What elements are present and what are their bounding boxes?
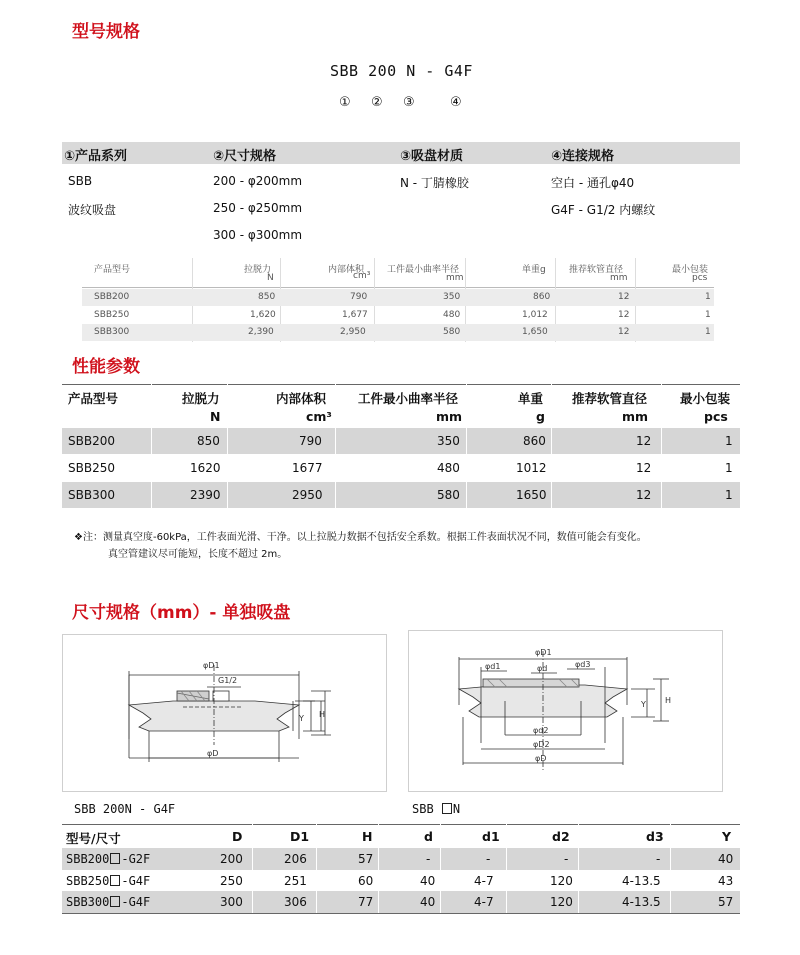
placeholder-box-icon xyxy=(442,803,452,814)
perf-header: 内部体积 xyxy=(276,391,327,406)
mini-header: 最小包装 xyxy=(672,265,709,275)
mini-row: SBB300 2,390 2,950 580 1,650 12 1 xyxy=(82,324,714,341)
label-d1: φd1 xyxy=(485,662,501,671)
mini-header-unit: mm xyxy=(610,273,628,283)
perf-header: 工件最小曲率半径 xyxy=(358,391,459,406)
label-G12: G1/2 xyxy=(218,676,238,685)
connection-item: G4F - G1/2 内螺纹 xyxy=(551,203,656,217)
mini-header: 产品型号 xyxy=(94,265,131,275)
perf-header: 最小包装 xyxy=(680,391,731,406)
label-d3: φd3 xyxy=(575,660,591,669)
mini-header-unit: mm xyxy=(446,273,464,283)
perf-header-unit: g xyxy=(536,409,545,424)
label-d2: φd2 xyxy=(533,726,549,735)
dim-row: SBB250 -G4F 250 251 60 40 4-7 120 4-13.5 43 xyxy=(66,874,734,888)
perf-row: SBB200 850 790 350 860 12 1 xyxy=(62,428,740,454)
note-line-2: 真空管建议尽可能短，长度不超过 2m。 xyxy=(108,549,288,560)
model-marker-3: ③ xyxy=(403,95,415,110)
label-D2: φD2 xyxy=(533,740,550,749)
model-spec-title: 型号规格 xyxy=(72,22,140,42)
connection-item: 空白 - 通孔φ40 xyxy=(551,176,635,190)
mini-header: 拉脱力 xyxy=(244,265,272,275)
label-D1: φD1 xyxy=(203,661,220,670)
diagram-right xyxy=(408,630,723,792)
label-H: H xyxy=(319,710,326,719)
perf-header-unit: mm xyxy=(622,409,649,424)
category-header-size: ②尺寸规格 xyxy=(213,149,277,164)
perf-header: 单重 xyxy=(518,391,544,406)
model-code: SBB 200 N - G4F xyxy=(330,62,473,80)
material-item: N - 丁腈橡胶 xyxy=(400,176,469,190)
perf-header-unit: pcs xyxy=(704,409,728,424)
placeholder-box-icon xyxy=(110,853,120,864)
category-header-series: ①产品系列 xyxy=(64,149,128,164)
mini-header: 单重g xyxy=(522,265,546,275)
label-Y: Y xyxy=(299,714,304,723)
category-header-material: ③吸盘材质 xyxy=(400,149,464,164)
mini-header-unit: cm³ xyxy=(353,271,371,281)
label-D: φD xyxy=(535,754,547,763)
dim-row: SBB200 -G2F 200 206 57 - - - - 40 xyxy=(62,848,740,870)
mini-header-unit: N xyxy=(267,273,274,283)
label-D: φD xyxy=(207,749,219,758)
perf-header-unit: mm xyxy=(436,409,463,424)
placeholder-box-icon xyxy=(110,896,120,907)
model-marker-4: ④ xyxy=(450,95,462,110)
performance-title: 性能参数 xyxy=(72,357,140,377)
mini-header-unit: pcs xyxy=(692,273,708,283)
diagram-left-caption: SBB 200N - G4F xyxy=(74,802,176,816)
perf-header-unit: N xyxy=(210,409,221,424)
category-header-connection: ④连接规格 xyxy=(551,149,615,164)
dim-row: SBB300 -G4F 300 306 77 40 4-7 120 4-13.5 57 xyxy=(62,891,740,913)
mini-row: SBB250 1,620 1,677 480 1,012 12 1 xyxy=(94,310,711,320)
dim-header-row: 型号/尺寸 D D1 H d d1 d2 d3 Y xyxy=(62,824,740,846)
perf-header: 拉脱力 xyxy=(182,391,220,406)
mini-header: 推荐软管直径 xyxy=(569,265,624,275)
mini-spec-table xyxy=(82,258,714,342)
mini-header: 内部体积 xyxy=(328,265,365,275)
perf-row: SBB250 1620 1677 480 1012 12 1 xyxy=(68,461,733,475)
suction-cup-drawing xyxy=(63,635,388,793)
perf-header-unit: cm³ xyxy=(306,409,332,424)
model-marker-1: ① xyxy=(339,95,351,110)
diagram-right-caption: SBB N xyxy=(412,802,461,816)
size-item: 250 - φ250mm xyxy=(213,201,303,215)
model-marker-2: ② xyxy=(371,95,383,110)
mini-header: 工件最小曲率半径 xyxy=(387,265,460,275)
mini-row: SBB200 850 790 350 860 12 1 xyxy=(82,289,714,306)
diagram-left xyxy=(62,634,387,792)
note-line-1: ❖注：测量真空度-60kPa，工件表面光滑、干净。以上拉脱力数据不包括安全系数。根据工件表面状况不同，数值可能会有变化。 xyxy=(74,532,647,543)
perf-header: 产品型号 xyxy=(68,391,119,406)
label-d: φd xyxy=(537,664,548,673)
diamond-icon: ❖ xyxy=(74,532,83,543)
series-item: 波纹吸盘 xyxy=(68,203,117,217)
size-item: 200 - φ200mm xyxy=(213,174,303,188)
label-D1: φD1 xyxy=(535,648,552,657)
series-item: SBB xyxy=(68,174,93,188)
size-item: 300 - φ300mm xyxy=(213,228,303,242)
perf-header: 推荐软管直径 xyxy=(572,391,648,406)
perf-row: SBB300 2390 2950 580 1650 12 1 xyxy=(62,482,740,508)
dimension-title: 尺寸规格（mm）- 单独吸盘 xyxy=(72,603,291,623)
perf-header-row xyxy=(62,384,740,426)
suction-cup-flange-drawing xyxy=(409,631,724,793)
label-Y: Y xyxy=(641,700,646,709)
placeholder-box-icon xyxy=(110,875,120,886)
label-H: H xyxy=(665,696,672,705)
